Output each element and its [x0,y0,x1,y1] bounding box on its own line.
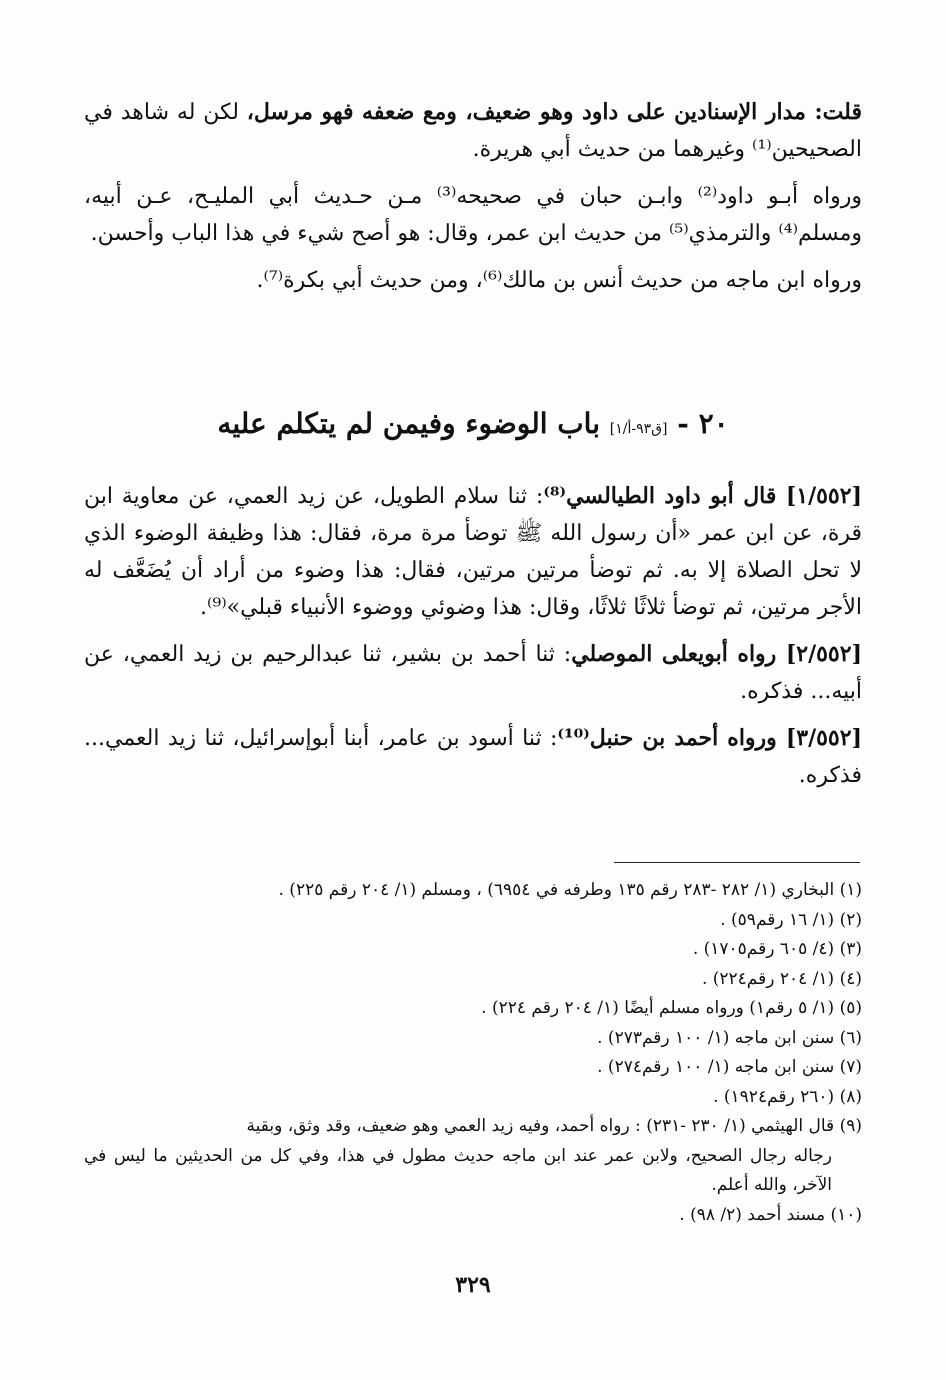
entry-1 [84,478,862,626]
entry-3 [84,720,862,794]
entries-section [84,478,862,794]
page-number: ٣٢٩ [455,1272,491,1298]
entry-2-text: : ثنا أحمد بن بشير، ثنا عبدالرحيم بن زيد العمي، عن أبيه... فذكره. [84,642,862,704]
footnotes [84,876,862,1230]
footnote-9-continuation: رجاله رجال الصحيح، ولابن عمر عند ابن ماجه حديث مطول في هذا، وفي كل من الحديثين ما ليس في الآخر، والله أعلم. [84,1145,832,1195]
footnote-7: (٧) سنن ابن ماجه (١/ ١٠٠ رقم٢٧٤) . [597,1057,862,1077]
entry-3-text: : ثنا أسود بن عامر، أبنا أبوإسرائيل، ثنا زيد العمي... فذكره. [84,726,862,788]
entry-2-ref: [٢/٥٥٢] [785,641,862,667]
manuscript-ref: [ق٩٣-أ/١] [609,421,668,437]
footnote-10: (١٠) مسند أحمد (٢/ ٩٨) . [679,1204,862,1225]
footnote-2: (٢) (١/ ١٦ رقم٥٩) . [720,909,862,930]
entry-2 [84,636,862,710]
footnote-8: (٨) (٢٦٠ رقم١٩٢٤) . [713,1086,862,1107]
entry-2-bold: رواه أبويعلى الموصلي [571,641,786,667]
footnote-9: (٩) قال الهيثمي (١/ ٢٣٠ -٢٣١) : رواه أحمد، وفيه زيد العمي وهو ضعيف، وقد وثق، وبقية [246,1116,862,1136]
footnote-1: (١) البخاري (١/ ٢٨٢ -٢٨٣ رقم ١٣٥ وطرفه في ٦٩٥٤) ، ومسلم (١/ ٢٠٤ رقم ٢٢٥) . [278,880,862,900]
paragraph-1-bold: قلت: مدار الإسنادين على داود وهو ضعيف، ومع ضعفه فهو مرسل، [246,99,862,125]
footnote-4: (٤) (١/ ٢٠٤ رقم٢٢٤) . [701,968,862,989]
chapter-heading [84,404,862,449]
paragraph-1-text: لكن له شاهد في الصحيحين⁽¹⁾ وغيرهما من حديث أبي هريرة. [84,100,862,162]
entry-1-bold: قال أبو داود الطيالسي⁽⁸⁾ [543,483,786,509]
footnote-5: (٥) (١/ ٥ رقم١) ورواه مسلم أيضًا (١/ ٢٠٤ رقم ٢٢٤) . [481,998,862,1018]
paragraph-3: ورواه ابن ماجه من حديث أنس بن مالك⁽⁶⁾، ومن حديث أبي بكرة⁽⁷⁾. [256,268,862,293]
paragraph-2: ورواه أبـو داود⁽²⁾ وابـن حبان في صحيحه⁽³⁾ مـن حـديث أبي المليـح، عـن أبيه، ومسلم⁽⁴⁾ والترمذي⁽⁵⁾ من حديث ابن عمر، وقال: هو أصح شيء في هذا الباب وأحسن. [84,184,862,246]
entry-3-ref: [٣/٥٥٢] [785,725,862,751]
chapter-title: باب الوضوء وفيمن لم يتكلم عليه [217,407,600,440]
entry-1-text: : ثنا سلام الطويل، عن زيد العمي، عن معاوية ابن قرة، عن ابن عمر «أن رسول الله ﷺ توضأ مرة مرة، فقال: هذا وظيفة الوضوء الذي لا تحل الصلاة إلا به. ثم توضأ مرتين مرتين، فقال: هذا وضوء من أراد أن يُضَعَّف له الأجر مرتين، ثم توضأ ثلاثًا ثلاثًا، وقال: هذا وضوئي ووضوء الأنبياء قبلي»⁽⁹⁾. [84,484,862,620]
footnote-6: (٦) سنن ابن ماجه (١/ ١٠٠ رقم٢٧٣) . [597,1027,862,1048]
chapter-number: ٢٠ - [677,407,729,440]
entry-1-ref: [١/٥٥٢] [785,483,862,509]
top-section [84,94,862,299]
paragraph-1 [84,94,862,168]
footnote-3: (٣) (٤/ ٦٠٥ رقم١٧٠٥) . [692,939,862,959]
footnote-divider [614,862,860,863]
entry-3-bold: ورواه أحمد بن حنبل⁽¹⁰⁾ [557,725,786,751]
